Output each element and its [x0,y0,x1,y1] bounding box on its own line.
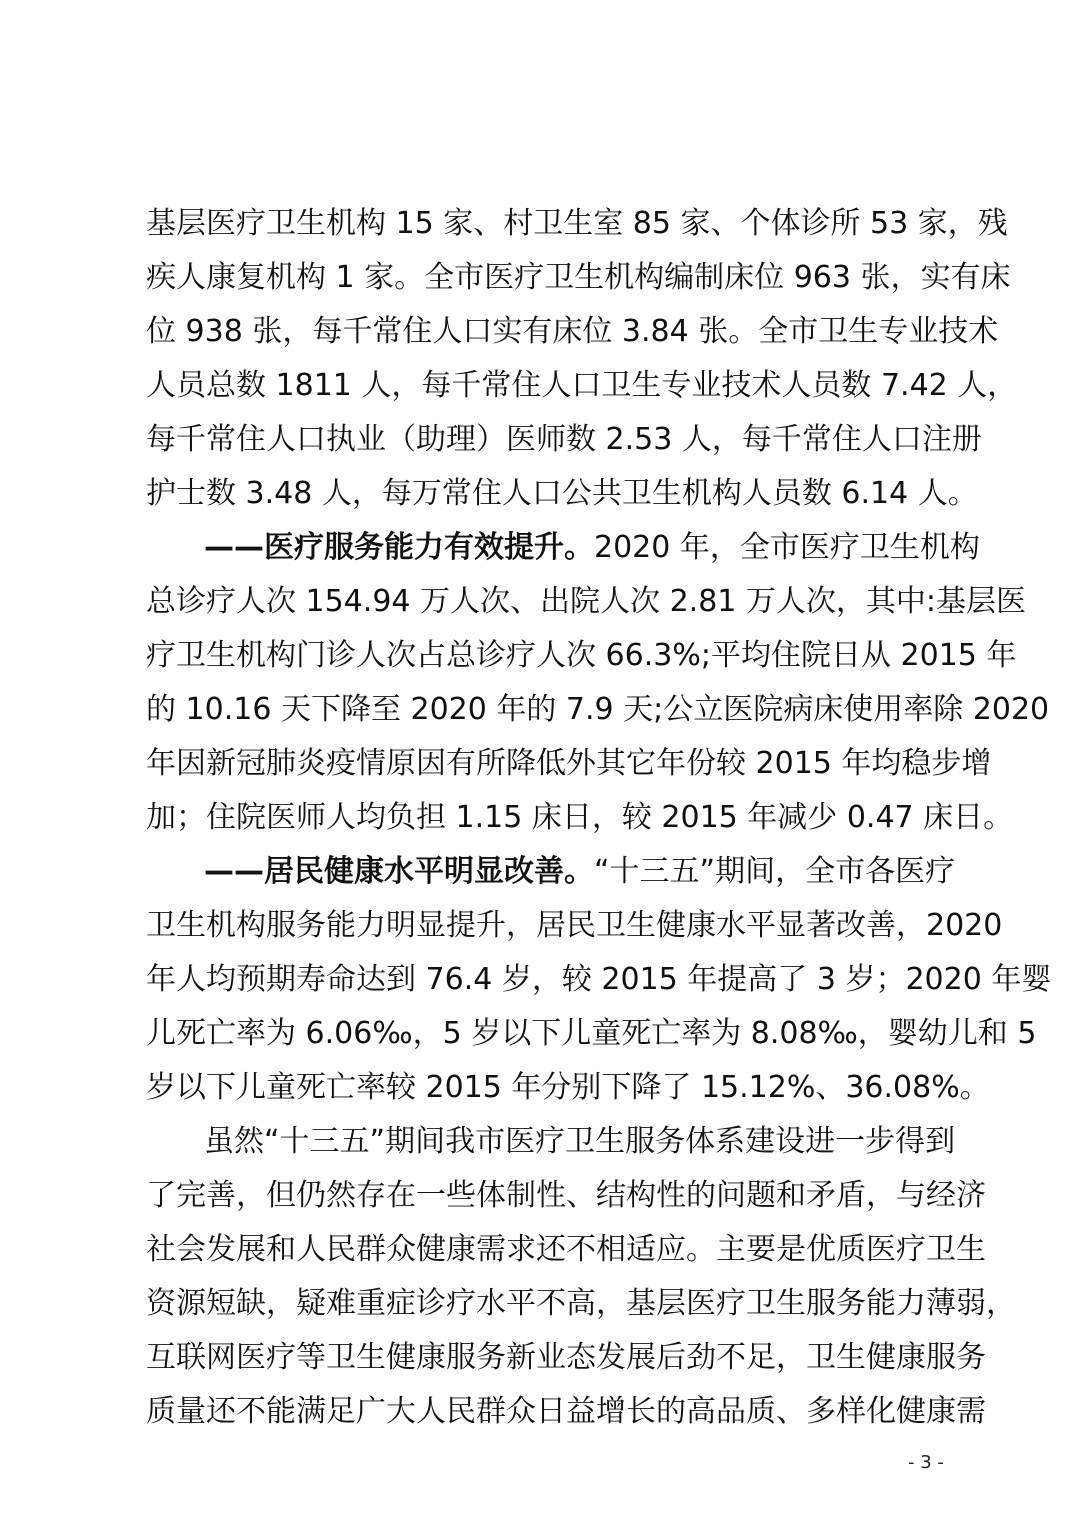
text-line-8: 总诊疗人次 154.94 万人次、出院人次 2.81 万人次，其中:基层医 [146,584,1027,619]
text-line-15: 年人均预期寿命达到 76.4 岁，较 2015 年提高了 3 岁；2020 年婴 [146,962,1052,997]
text-line-23: 质量还不能满足广大人民群众日益增长的高品质、多样化健康需 [146,1394,986,1429]
text-line-4: 人员总数 1811 人，每千常住人口卫生专业技术人员数 7.42 人， [146,368,1018,403]
text-line-12: 加；住院医师人均负担 1.15 床日，较 2015 年减少 0.47 床日。 [146,800,1014,835]
text-line-10: 的 10.16 天下降至 2020 年的 7.9 天;公立医院病床使用率除 2020 [146,692,1050,727]
page-number: - 3 - [908,1452,944,1473]
section-heading-medical-service: ——医疗服务能力有效提升。 [204,530,594,565]
text-line-18: 虽然“十三五”期间我市医疗卫生服务体系建设进一步得到 [204,1124,956,1159]
text-line-14: 卫生机构服务能力明显提升，居民卫生健康水平显著改善，2020 [146,908,1003,943]
text-line-7-body: 2020 年，全市医疗卫生机构 [594,530,980,565]
section-heading-resident-health: ——居民健康水平明显改善。 [204,854,594,889]
text-line-5: 每千常住人口执业（助理）医师数 2.53 人，每千常住人口注册 [146,422,982,457]
text-line-13-body: “十三五”期间，全市各医疗 [594,854,956,889]
text-line-19: 了完善，但仍然存在一些体制性、结构性的问题和矛盾，与经济 [146,1178,986,1213]
text-line-17: 岁以下儿童死亡率较 2015 年分别下降了 15.12%、36.08%。 [146,1070,990,1105]
text-line-7 [204,528,980,568]
text-line-21: 资源短缺，疑难重症诊疗水平不高，基层医疗卫生服务能力薄弱， [146,1286,1016,1321]
text-line-1: 基层医疗卫生机构 15 家、村卫生室 85 家、个体诊所 53 家，残 [146,206,1008,241]
text-line-6: 护士数 3.48 人，每万常住人口公共卫生机构人员数 6.14 人。 [146,476,978,511]
text-line-22: 互联网医疗等卫生健康服务新业态发展后劲不足，卫生健康服务 [146,1340,986,1375]
text-line-11: 年因新冠肺炎疫情原因有所降低外其它年份较 2015 年均稳步增 [146,746,992,781]
text-line-20: 社会发展和人民群众健康需求还不相适应。主要是优质医疗卫生 [146,1232,986,1267]
text-line-9: 疗卫生机构门诊人次占总诊疗人次 66.3%;平均住院日从 2015 年 [146,638,1017,673]
text-line-13 [204,852,956,892]
text-line-16: 儿死亡率为 6.06‰，5 岁以下儿童死亡率为 8.08‰，婴幼儿和 5 [146,1016,1037,1051]
text-line-3: 位 938 张，每千常住人口实有床位 3.84 张。全市卫生专业技术 [146,314,999,349]
text-line-2: 疾人康复机构 1 家。全市医疗卫生机构编制床位 963 张，实有床 [146,260,1011,295]
